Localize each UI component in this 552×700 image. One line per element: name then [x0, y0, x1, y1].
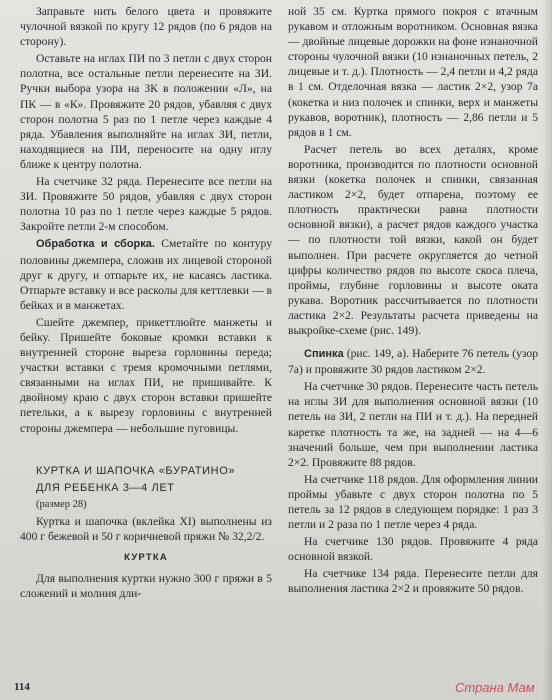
paragraph: Для выполнения куртки нужно 300 г пряжи в 5 сложений и молния дли-: [20, 571, 272, 600]
paragraph: ной 35 см. Куртка прямого покроя с втачным рукавом и отложным воротником. Основная вязка — двойные лицевые дорожки на фоне изнаночной стороны чулочной вязки (10 изнаночных петель, 2 лицевые и т. д.). Плотность — 2,4 петли и 4,2 ряда в 1 см. Отделочная вязка — ластик 2×2, узор 7а (кокетка и низ полочек и спинки, верх и манжеты рукавов, воротник), плотность — 2,86 петли и 5 рядов в 1 см.: [288, 5, 538, 139]
paragraph: Расчет петель во всех деталях, кроме воротника, производится по плотности основной вязки (кокетка полочек и спинки, связанная ластиком 2×2, будет отпарена, поэтому ее плотность практически равна плотности основной вязки), а расчет рядов каждого участка — по плотности той вязки, какой он будет выполнен. При расчете округляется до четной цифры количество рядов по высоте скоса плеча, проймы, глубине горловины и высоте оката рукава. Воротник рассчитывается по плотности ластика 2×2. Результаты расчета приведены на выкройке-схеме (рис. 149).: [288, 142, 538, 337]
article-size: (размер 28): [36, 498, 87, 510]
paragraph-text: (рис. 149, а). Наберите 76 петель (узор 7а) и провяжите 30 рядов ластиком 2×2.: [288, 347, 538, 377]
paragraph: На счетчике 130 рядов. Провяжите 4 ряда основной вязкой.: [288, 535, 538, 564]
watermark-logo: Страна Мам: [455, 680, 535, 695]
paragraph: На счетчике 134 ряда. Перенесите петли для выполнения ластика 2×2 и провяжите 50 рядов.: [288, 567, 538, 596]
right-column: [288, 4, 538, 597]
page-edge-shadow: [542, 0, 552, 700]
paragraph-text: Сметайте по контуру половины джемпера, сложив их лицевой стороной друг к другу, и отпарьте их, не касаясь ластика. Отпарьте вставку и все расколы для кеттлевки — в бейках и в манжетах.: [20, 237, 272, 312]
article-title-line2: ДЛЯ РЕБЕНКА 3—4 ЛЕТ: [36, 481, 175, 494]
paragraph: Куртка и шапочка (вклейка XI) выполнены из 400 г бежевой и 50 г коричневой пряжи № 32,2/2.: [20, 514, 272, 543]
paragraph: На счетчике 30 рядов. Перенесите часть петель на иглы ЗИ для выполнения основной вязки (10 петель на ЗИ, 2 петли на ПИ и т. д.). На передней каретке плотность та же, на задней — на 4—6 значений больше, чем при выполнении ластика 2×2. Провяжите 88 рядов.: [288, 380, 538, 469]
paragraph: На счетчике 118 рядов. Для оформления линии проймы убавьте с двух сторон полотна по 5 петель за 12 рядов в следующем порядке: 1 раз 3 петли и 2 раза по 1 петле через 4 ряда.: [288, 472, 538, 532]
paragraph-assembly: [20, 236, 272, 312]
paragraph: Сшейте джемпер, прикеттлюйте манжеты и бейку. Пришейте боковые кромки вставки к внутренней стороне выреза горловины переда; участки вставки с тремя кромочными петлями, связанными на иглах ПИ, не пришивайте. К двойному краю с двух сторон вставки пришейте петельки, а к вырезу горловины с внутренней стороны джемпера — небольшие пуговицы.: [20, 315, 272, 435]
paragraph: Оставьте на иглах ПИ по 3 петли с двух сторон полотна, все остальные петли перенесите на ЗИ. Ручки выбора узора на ЗК в положении «Л», на ПК — в «К». Провяжите 20 рядов, убавляя с двух сторон полотна 5 раз по 1 петле через каждые 4 ряда. Убавления выполняйте на иглах ЗИ, петли, находящиеся на ПИ, переносите на одну иглу ближе к центру полотна.: [20, 52, 272, 171]
article-title-line1: КУРТКА И ШАПОЧКА «БУРАТИНО»: [36, 464, 236, 477]
paragraph: На счетчике 32 ряда. Перенесите все петли на ЗИ. Провяжите 50 рядов, убавляя с двух сторон полотна 10 раз по 1 петле через каждые 5 рядов. Закройте петли 2-м способом.: [20, 175, 272, 234]
page-number: 114: [14, 681, 30, 693]
left-column: [20, 4, 272, 601]
section-heading-assembly: Обработка и сборка.: [36, 238, 155, 251]
paragraph: Заправьте нить белого цвета и провяжите чулочной вязкой по кругу 12 рядов (по 6 рядов на сторону).: [20, 5, 272, 49]
section-heading-back: Спинка: [304, 348, 344, 361]
subheading-jacket: КУРТКА: [124, 551, 168, 563]
paragraph-back: [288, 346, 538, 377]
